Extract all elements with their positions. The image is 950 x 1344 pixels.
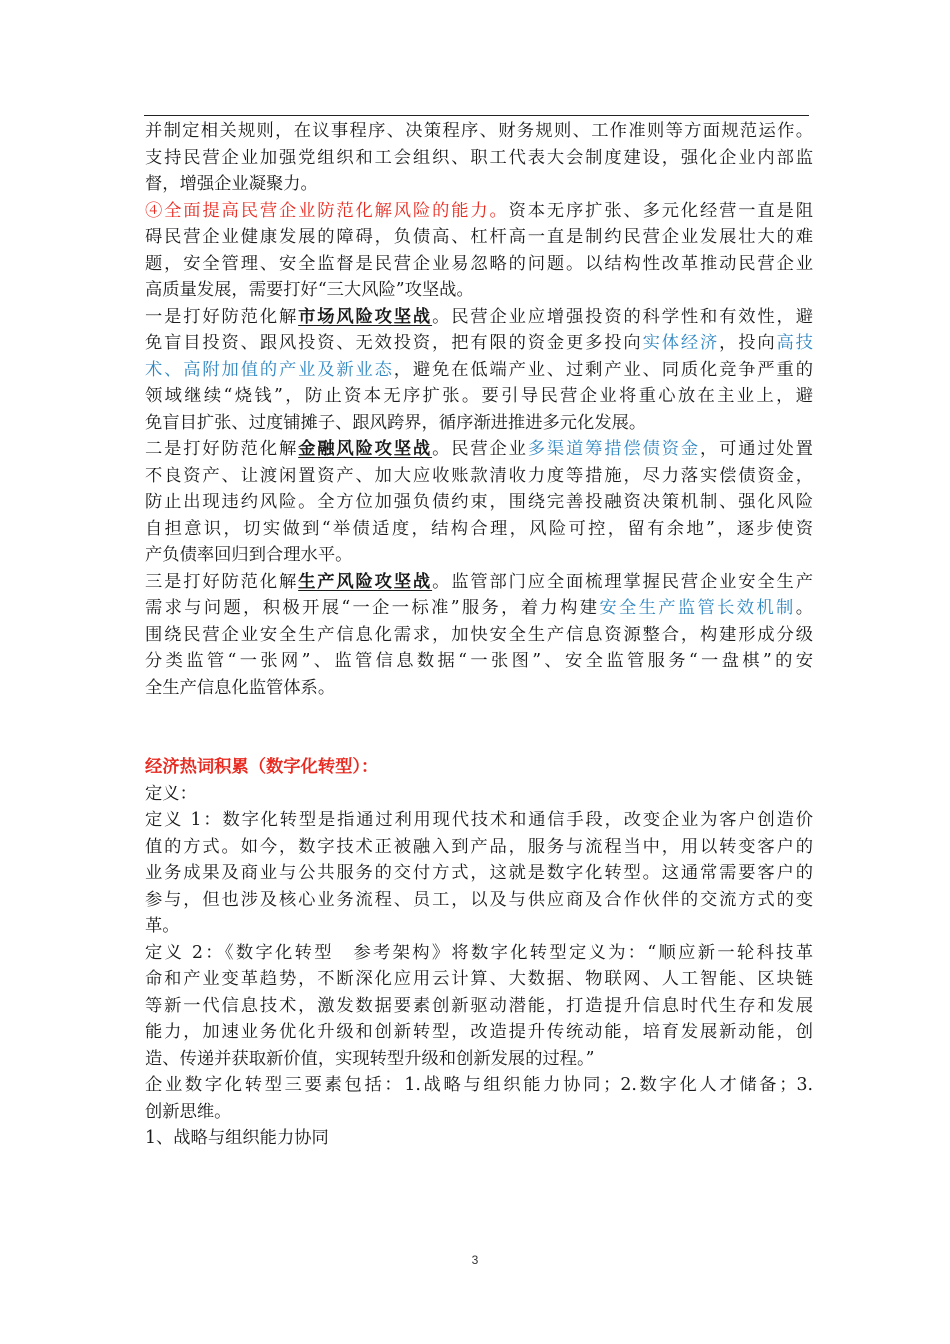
text-line: 分类监管“一张网”、监管信息数据“一张图”、安全监管服务“一盘棋”的安	[145, 651, 813, 671]
text-line: 革。	[145, 916, 180, 936]
text-line: ④全面提高民营企业防范化解风险的能力。资本无序扩张、多元化经营一直是阻	[145, 200, 813, 221]
blue-keyword: 高技	[776, 333, 813, 353]
blank-line	[145, 728, 813, 755]
underlined-keyword: 生产风险攻坚战	[298, 571, 433, 592]
text-line: 值的方式。如今，数字技术正被融入到产品，服务与流程当中，用以转变客户的	[145, 836, 813, 857]
text-line: 参与，但也涉及核心业务流程、员工，以及与供应商及合作伙伴的交流方式的变	[145, 889, 813, 910]
blank-line	[145, 701, 813, 728]
text-line: 能力，加速业务优化升级和创新转型，改造提升传统动能，培育发展新动能，创	[145, 1022, 813, 1042]
text-line: 三是打好防范化解生产风险攻坚战。监管部门应全面梳理掌握民营企业安全生产	[145, 571, 813, 592]
page-number: 3	[471, 1253, 479, 1267]
page-content	[145, 118, 813, 1152]
text-line: 题，安全管理、安全监督是民营企业易忽略的问题。以结构性改革推动民营企业	[145, 253, 813, 274]
text-line: 领域继续“烧钱”，防止资本无序扩张。要引导民营企业将重心放在主业上，避	[145, 386, 813, 406]
text-line: 产负债率回归到合理水平。	[145, 545, 353, 565]
underlined-keyword: 金融风险攻坚战	[298, 439, 433, 459]
text-line: 督，增强企业凝聚力。	[145, 174, 318, 194]
text-line: 免盲目扩张、过度铺摊子、跟风跨界，循序渐进推进多元化发展。	[145, 412, 647, 433]
text-line: 等新一代信息技术，激发数据要素创新驱动潜能，打造提升信息时代生存和发展	[145, 995, 813, 1016]
text-line: 高质量发展，需要打好“三大风险”攻坚战。	[145, 280, 474, 300]
text-line: 碍民营企业健康发展的障碍，负债高、杠杆高一直是制约民营企业发展壮大的难	[145, 227, 813, 247]
text-line: 命和产业变革趋势，不断深化应用云计算、大数据、物联网、人工智能、区块链	[145, 969, 813, 989]
text-line: 不良资产、让渡闲置资产、加大应收账款清收力度等措施，尽力落实偿债资金，	[145, 465, 813, 486]
text-line: 自担意识，切实做到“举债适度，结构合理，风险可控，留有余地”，逐步使资	[145, 518, 813, 539]
text-line: 防止出现违约风险。全方位加强负债约束，围绕完善投融资决策机制、强化风险	[145, 492, 813, 512]
blue-keyword: 多渠道筹措偿债资金	[527, 439, 700, 459]
text-line: 全生产信息化监管体系。	[145, 677, 336, 698]
subheading: 1、战略与组织能力协同	[145, 1128, 329, 1148]
text-line: 创新思维。	[145, 1101, 232, 1122]
text-line: 二是打好防范化解金融风险攻坚战。民营企业多渠道筹措偿债资金，可通过处置	[145, 439, 813, 459]
red-lead-text: ④全面提高民营企业防范化解风险的能力。	[145, 200, 509, 221]
text-line: 术、高附加值的产业及新业态，避免在低端产业、过剩产业、同质化竞争严重的	[145, 359, 813, 380]
text-line: 需求与问题，积极开展“一企一标准”服务，着力构建安全生产监管长效机制。	[145, 598, 813, 618]
text-line: 造、传递并获取新价值，实现转型升级和创新发展的过程。”	[145, 1048, 595, 1069]
blue-keyword: 术、高附加值的产业及新业态	[145, 359, 394, 380]
text-line: 免盲目投资、跟风投资、无效投资，把有限的资金更多投向实体经济，投向高技	[145, 333, 813, 353]
text-line: 一是打好防范化解市场风险攻坚战。民营企业应增强投资的科学性和有效性，避	[145, 306, 813, 327]
underlined-keyword: 市场风险攻坚战	[298, 306, 433, 327]
text-line: 定义 2：《数字化转型 参考架构》将数字化转型定义为：“顺应新一轮科技革	[145, 942, 813, 963]
text-line: 定义 1：数字化转型是指通过利用现代技术和通信手段，改变企业为客户创造价	[145, 810, 813, 830]
top-rule	[144, 115, 809, 116]
blue-keyword: 实体经济	[642, 333, 720, 353]
text-line: 业务成果及商业与公共服务的交付方式，这就是数字化转型。这通常需要客户的	[145, 863, 813, 883]
text-line: 支持民营企业加强党组织和工会组织、职工代表大会制度建设，强化企业内部监	[145, 147, 813, 168]
section-heading: 经济热词积累（数字化转型）：	[145, 757, 379, 777]
text-line: 并制定相关规则，在议事程序、决策程序、财务规则、工作准则等方面规范运作。	[145, 121, 813, 141]
text-line: 企业数字化转型三要素包括：1.战略与组织能力协同；2.数字化人才储备；3.	[145, 1075, 813, 1095]
text-line: 围绕民营企业安全生产信息化需求，加快安全生产信息资源整合，构建形成分级	[145, 624, 813, 645]
definition-label: 定义：	[145, 783, 197, 804]
blue-keyword: 安全生产监管长效机制	[599, 598, 796, 618]
